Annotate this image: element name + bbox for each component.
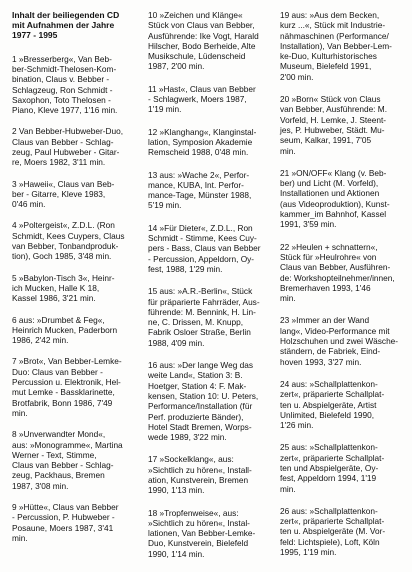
track-entry-9: 9 »Hütte«, Claus van Bebber - Percussion, P. Hubweber - Posaune, Moers 1987, 3'41 min. [12, 502, 119, 543]
track-entry-14: 14 »Für Dieter«, Z.D.L., Ron Schmidt - Stimme, Kees Cuy- pers - Bass, Claus van Bebber - Percussion, Appeldorn, Oy- fest, 1988, 1'29 min. [148, 222, 261, 274]
track-entry-8: 8 »Unverwandter Mond«, aus: »Monogramme«, Martina Werner - Text, Stimme, Claus van Bebber - Schlag- zeug, Packhaus, Bremen 1987, 3'08 min. [12, 429, 123, 491]
track-entry-5: 5 »Babylon-Tisch 3«, Heinr- ich Mucken, Halle K 18, Kassel 1986, 3'21 min. [12, 272, 115, 304]
track-entry-24: 24 aus: »Schallplattenkon- zert«, präparierte Schallplat- ten u. Abspielgeräte, Artist Unlimited, Bielefeld 1990, 1'26 min. [280, 378, 385, 431]
track-entry-6: 6 aus: »Drumbet & Feg«, Heinrich Mucken, Paderborn 1986, 2'42 min. [12, 314, 118, 346]
column-1 [12, 10, 140, 571]
track-entry-2: 2 Van Bebber-Hubweber-Duo, Claus van Bebber - Schlag- zeug, Paul Hubweber - Gitar- re, Moers 1982, 3'11 min. [12, 126, 123, 168]
track-entry-17: 17 »Sockelklang«, aus: »Sichtlich zu hören«, Install- ation, Kunstverein, Bremen 1990, 1'13 min. [148, 454, 252, 496]
column-3 [280, 10, 405, 571]
track-entry-7: 7 »Brot«, Van Bebber-Lemke- Duo: Claus van Bebber - Percussion u. Elektronik, Hel- mut Lemke - Bassklarinette, Brotfabrik, Bonn 1986, 7'49 min. [12, 356, 122, 418]
track-entry-13: 13 aus: »Wache 2«, Perfor- mance, KUBA, Int. Perfor- mance-Tage, Münster 1988, 5'19 min. [148, 169, 252, 211]
track-entry-22: 22 »Heulen + schnattern«, Stück für »Heulrohre« von Claus van Bebber, Ausführen- de: Workshopteilnehmer/innen, Bremerhaven 1993, 1'46 min. [280, 241, 395, 304]
column-2 [148, 10, 272, 571]
track-entry-19: 19 aus: »Aus dem Becken, kurz ...«, Stück mit Industrie- nähmaschinen (Performance/ Installation), Van Bebber-Lem- ke-Duo, Kulturhistorisches Museum, Bielefeld 1991, 2'00 min. [280, 10, 392, 82]
track-entry-10: 10 »Zeichen und Klänge« Stück von Claus van Bebber, Ausführende: Ike Vogt, Harald Hilscher, Bodo Berheide, Alte Musikschule, Lüdenscheid 1987, 2'00 min. [148, 10, 259, 72]
track-entry-25: 25 aus: »Schallplattenkon- zert«, präparierte Schallplat- ten und Abspielgeräte, Oy- fest, Appeldorn 1994, 1'19 min. [280, 442, 385, 494]
track-entry-1: 1 »Bresserberg«, Van Beb- ber-Schmidt-Thelosen-Kom- bination, Claus v. Bebber - Schlagzeug, Ron Schmidt - Saxophon, Toto Thelosen - Piano, Kleve 1977, 1'16 min. [12, 53, 118, 116]
track-entry-26: 26 aus: »Schallplattenkon- zert«, präparierte Schallplat- ten u. Abspielgeräte (M. Vor- feld: Lichtspiele), Loft, Köln 1995, 1'19 min. [280, 505, 386, 558]
track-entry-20: 20 »Born« Stück von Claus van Bebber, Ausführende: M. Vorfeld, H. Lemke, J. Steent- jes, P. Hubweber, Städt. Mu- seum, Kalkar, 1991, 7'05 min. [280, 94, 388, 156]
track-entry-15: 15 aus: »A.R.-Berlin«, Stück für präparierte Fahrräder, Aus- führende: M. Bennink, H. Lin- ne, C. Drissen, M. Knupp, Fabrik Osloer Straße, Berlin 1988, 4'09 min. [148, 286, 260, 348]
document-title: Inhalt der beiliegenden CD mit Aufnahmen der Jahre 1977 - 1995 [12, 10, 120, 41]
track-entry-23: 23 »Immer an der Wand lang«, Video-Performance mit Holzschuhen und zwei Wäsche- ständern, de Fabriek, Eind- hoven 1993, 3'27 min. [280, 315, 399, 367]
track-entry-21: 21 »ON/OFF« Klang (v. Beb- ber) und Licht (M. Vorfeld), Installationen und Aktionen (aus Videoproduktion), Kunst- kammer_im Bahnhof, Kassel 1991, 3'59 min. [280, 167, 390, 230]
content-columns [12, 10, 408, 571]
track-entry-3: 3 »Haweii«, Claus van Beb- ber - Gitarre, Kleve 1983, 0'46 min. [12, 178, 115, 210]
track-entry-12: 12 »Klanghang«, Klanginstal- lation, Symposion Akademie Remscheid 1988, 0'48 min. [148, 126, 257, 158]
track-entry-16: 16 aus: »Der lange Weg das weite Land«, Station 3: B. Hoetger, Station 4: F. Mak- kensen, Station 10: U. Peters, Performance/Installation (für Perf. produzierte Bänder), Hotel Stadt Bremen, Worps- wede 1989, 3'22 min. [148, 360, 259, 443]
track-entry-4: 4 »Poltergeist«, Z.D.L. (Ron Schmidt, Kees Cuypers, Claus van Bebber, Tonbandproduk- tion), Goch 1985, 3'48 min. [12, 220, 125, 262]
track-entry-11: 11 »Hast«, Claus van Bebber - Schlagwerk, Moers 1987, 1'19 min. [148, 83, 256, 115]
track-entry-18: 18 »Tropfenweise«, aus: »Sichtlich zu hören«, Instal- lationen, Van Bebber-Lemke- Duo, Kunstverein, Bielefeld 1990, 1'14 min. [148, 507, 256, 559]
